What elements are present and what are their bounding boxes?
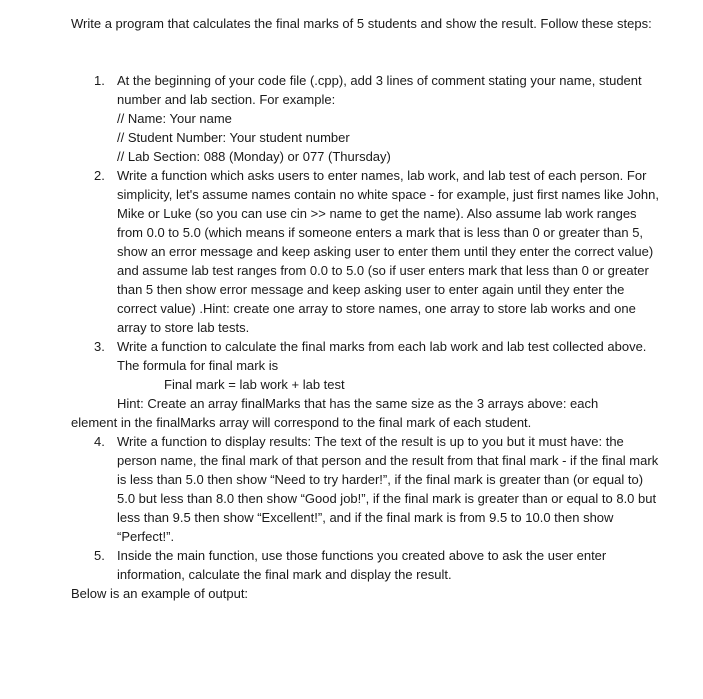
hint-line-rest: element in the finalMarks array will correspond to the final mark of each student. xyxy=(71,415,532,430)
comment-line-lab-section: // Lab Section: 088 (Monday) or 077 (Thursday) xyxy=(117,149,391,164)
step-5 xyxy=(71,546,661,584)
step-1 xyxy=(71,71,661,166)
step-4 xyxy=(71,432,661,546)
step-text: Write a function to calculate the final marks from each lab work and lab test collected above. The formula for final mark is xyxy=(117,339,647,373)
step-number: 3. xyxy=(94,339,105,354)
step-3-hint xyxy=(71,394,661,432)
step-text: Inside the main function, use those functions you created above to ask the user enter information, calculate the final mark and display the result. xyxy=(117,548,607,582)
comment-line-student-number: // Student Number: Your student number xyxy=(117,130,350,145)
intro-paragraph: Write a program that calculates the final marks of 5 students and show the result. Follow these steps: xyxy=(71,16,652,31)
formula-line: Final mark = lab work + lab test xyxy=(164,377,345,392)
step-number: 2. xyxy=(94,168,105,183)
comment-line-name: // Name: Your name xyxy=(117,111,232,126)
step-number: 1. xyxy=(94,73,105,88)
outro-text: Below is an example of output: xyxy=(71,586,249,601)
step-text: At the beginning of your code file (.cpp), add 3 lines of comment stating your name, student number and lab section. For example: xyxy=(117,73,642,107)
step-3 xyxy=(71,337,661,394)
steps-list xyxy=(71,71,661,603)
step-text: Write a function which asks users to enter names, lab work, and lab test of each person. For simplicity, let's assume names contain no white space - for example, just first names like John, Mike or Luke (so you can use cin >> name to get the name). Also assume lab work ranges from 0.0 to 5.0 (which means if someone enters a mark that is less than 0 or greater than 5, show an error message and keep asking user to enter them until they enter the correct value) and assume lab test ranges from 0.0 to 5.0 (so if user enters mark that less than 0 or greater than 5 then show error message and keep asking user to enter again until they enter the correct value) .Hint: create one array to store names, one array to store lab works and one array to store lab tests. xyxy=(117,168,659,335)
outro-block xyxy=(71,584,661,603)
step-number: 5. xyxy=(94,548,105,563)
step-2 xyxy=(71,166,661,337)
step-text: Write a function to display results: The text of the result is up to you but it must have: the person name, the final mark of that person and the result from that final mark - if the final mark is less than 5.0 then show “Need to try harder!”, if the final mark is greater than (or equal to) 5.0 but less than 8.0 then show “Good job!”, if the final mark is greater than or equal to 8.0 but less than 9.5 then show “Excellent!”, and if the final mark is from 9.5 to 10.0 then show “Perfect!”. xyxy=(117,434,659,544)
step-number: 4. xyxy=(94,434,105,449)
hint-line-first: Hint: Create an array finalMarks that has the same size as the 3 arrays above: each xyxy=(117,396,599,411)
